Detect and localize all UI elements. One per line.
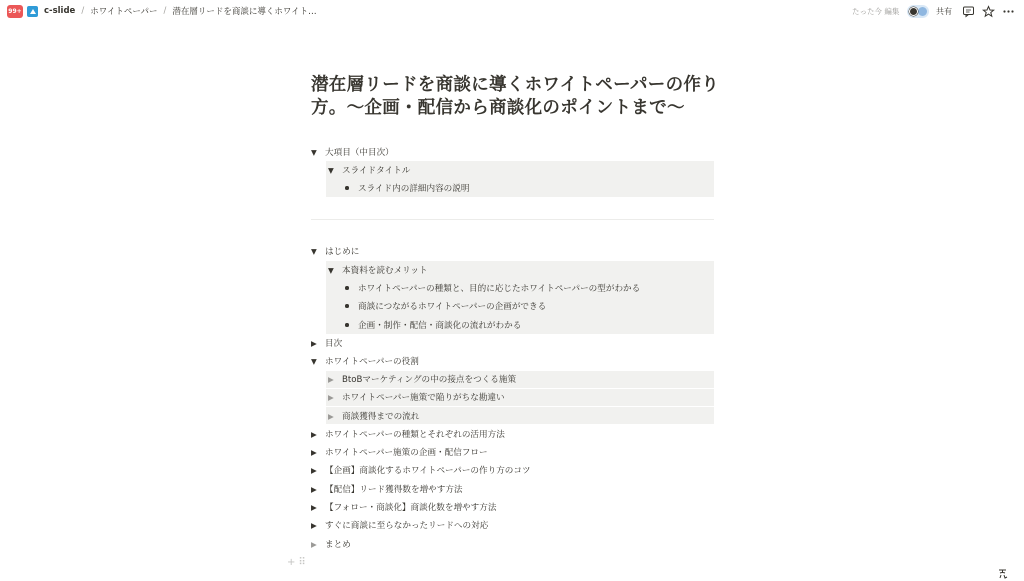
notification-count: 99+ xyxy=(8,7,22,15)
share-button[interactable]: 共有 xyxy=(936,7,952,16)
toggle-section[interactable] xyxy=(311,461,531,479)
list-item-text: 商談につながるホワイトペーパーの企画ができる xyxy=(358,302,547,312)
list-item-text: ホワイトペーパーの種類と、目的に応じたホワイトペーパーの型がわかる xyxy=(358,284,641,294)
toggle-closed-icon[interactable]: ▶ xyxy=(311,429,317,439)
toggle-open-icon[interactable]: ▼ xyxy=(311,147,317,157)
toggle-section[interactable] xyxy=(311,480,463,498)
toggle-section[interactable] xyxy=(311,516,488,534)
list-item[interactable] xyxy=(344,297,546,315)
toggle-closed-icon[interactable]: ▶ xyxy=(311,539,317,549)
list-item-text: スライド内の詳細内容の説明 xyxy=(358,184,470,194)
toggle-merit[interactable] xyxy=(328,261,428,279)
toggle-label: スライドタイトル xyxy=(342,166,411,176)
toggle-label: 商談獲得までの流れ xyxy=(342,412,420,422)
toggle-label: すぐに商談に至らなかったリードへの対応 xyxy=(325,521,489,531)
toggle-closed-icon[interactable]: ▶ xyxy=(311,465,317,475)
bullet-icon xyxy=(344,304,358,308)
toggle-section[interactable] xyxy=(311,498,496,516)
toggle-role-child[interactable] xyxy=(328,388,505,406)
breadcrumb xyxy=(42,5,319,17)
toggle-slide-title[interactable] xyxy=(328,161,410,179)
toggle-label: BtoBマーケティングの中の接点をつくる施策 xyxy=(342,375,517,385)
breadcrumb-workspace[interactable]: c-slide xyxy=(44,6,76,16)
toggle-open-icon[interactable]: ▼ xyxy=(328,265,334,275)
more-icon[interactable] xyxy=(1002,5,1015,18)
bullet-icon xyxy=(344,323,358,327)
add-block-icon[interactable]: + xyxy=(287,557,296,568)
breadcrumb-separator: / xyxy=(163,6,167,16)
notification-badge[interactable] xyxy=(7,5,23,18)
toggle-closed-icon[interactable]: ▶ xyxy=(328,374,334,384)
divider xyxy=(311,219,714,220)
toggle-closed-icon[interactable]: ▶ xyxy=(328,411,334,421)
star-icon[interactable] xyxy=(982,5,995,18)
toggle-closed-icon[interactable]: ▶ xyxy=(311,338,317,348)
toggle-role-child[interactable] xyxy=(328,370,516,388)
toggle-label: まとめ xyxy=(325,540,351,550)
edited-status: たった今 編集 xyxy=(852,7,900,16)
toggle-label: ホワイトペーパーの役割 xyxy=(325,357,419,367)
breadcrumb-separator: / xyxy=(81,6,85,16)
toggle-section[interactable] xyxy=(311,425,505,443)
toggle-open-icon[interactable]: ▼ xyxy=(328,165,334,175)
toggle-open-icon[interactable]: ▼ xyxy=(311,356,317,366)
breadcrumb-parent[interactable]: ホワイトペーパー xyxy=(90,7,158,17)
drag-handle-icon[interactable]: ⠿ xyxy=(298,557,306,568)
list-item[interactable] xyxy=(344,279,640,297)
toggle-closed-icon[interactable]: ▶ xyxy=(311,447,317,457)
toggle-section[interactable] xyxy=(311,443,488,461)
toggle-label: ホワイトペーパーの種類とそれぞれの活用方法 xyxy=(325,430,505,440)
toggle-label: 【企画】商談化するホワイトペーパーの作り方のコツ xyxy=(325,466,531,476)
bullet-icon xyxy=(344,186,358,190)
list-item[interactable] xyxy=(344,179,469,197)
help-icon[interactable] xyxy=(996,567,1010,581)
toggle-closed-icon[interactable]: ▶ xyxy=(328,392,334,402)
block-handle[interactable] xyxy=(287,557,306,568)
comment-icon[interactable] xyxy=(962,5,975,18)
toggle-closed-icon[interactable]: ▶ xyxy=(311,502,317,512)
avatar xyxy=(918,7,927,16)
toggle-label: ホワイトペーパー施策で陥りがちな勘違い xyxy=(342,393,505,403)
toggle-open-icon[interactable]: ▼ xyxy=(311,246,317,256)
toggle-knob xyxy=(909,7,918,16)
top-bar xyxy=(0,0,1024,24)
toggle-closed-icon[interactable]: ▶ xyxy=(311,484,317,494)
list-item-text: 企画・制作・配信・商談化の流れがわかる xyxy=(358,321,522,331)
list-item[interactable] xyxy=(344,316,521,334)
toggle-label: 大項目（中目次） xyxy=(325,148,394,158)
toggle-toc[interactable] xyxy=(311,334,342,352)
toggle-label: 【フォロー・商談化】商談化数を増やす方法 xyxy=(325,503,497,513)
toggle-intro[interactable] xyxy=(311,242,359,260)
toggle-label: はじめに xyxy=(325,247,360,257)
presence-toggle[interactable] xyxy=(907,5,929,18)
workspace-icon[interactable] xyxy=(27,6,38,17)
toggle-label: ホワイトペーパー施策の企画・配信フロー xyxy=(325,448,488,458)
toggle-label: 本資料を読むメリット xyxy=(342,266,428,276)
toggle-label: 【配信】リード獲得数を増やす方法 xyxy=(325,485,463,495)
toggle-summary[interactable] xyxy=(311,535,351,553)
breadcrumb-current[interactable]: 潜在層リードを商談に導くホワイト… xyxy=(172,7,317,17)
toggle-label: 目次 xyxy=(325,339,343,349)
page-title[interactable]: 潜在層リードを商談に導くホワイトペーパーの作り方。〜企画・配信から商談化のポイントまで〜 xyxy=(311,75,719,118)
toggle-closed-icon[interactable]: ▶ xyxy=(311,520,317,530)
toggle-role-child[interactable] xyxy=(328,407,419,425)
toggle-role[interactable] xyxy=(311,352,419,370)
toggle-heading-template[interactable] xyxy=(311,143,394,161)
bullet-icon xyxy=(344,286,358,290)
